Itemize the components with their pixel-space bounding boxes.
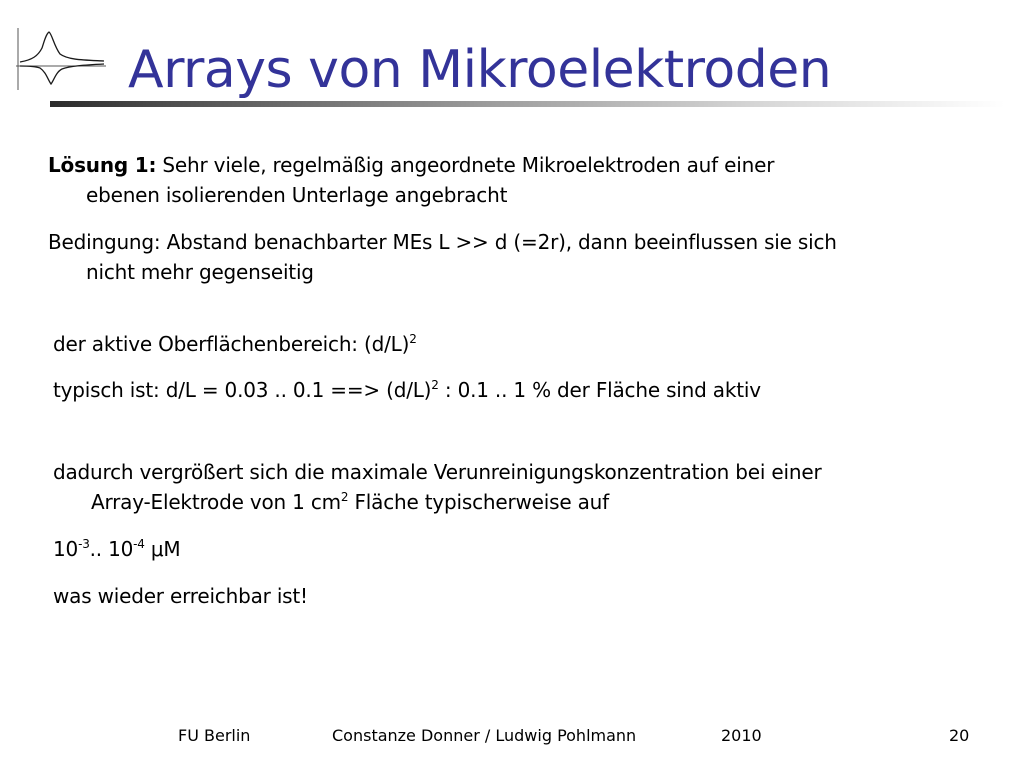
reachable-paragraph: was wieder erreichbar ist! [53, 584, 308, 608]
consequence-line2-part2: Fläche typischerweise auf [348, 490, 609, 514]
solution-text-line1: Sehr viele, regelmäßig angeordnete Mikroelektroden auf einer [156, 153, 775, 177]
consequence-paragraph [53, 457, 821, 517]
concentration-exp2: -4 [133, 537, 145, 551]
footer-page-number: 20 [949, 726, 970, 745]
footer-year: 2010 [721, 726, 762, 745]
active-area-exponent: 2 [409, 332, 417, 346]
consequence-line2 [53, 487, 821, 517]
solution-text-line2: ebenen isolierenden Unterlage angebracht [86, 183, 508, 207]
footer-authors: Constanze Donner / Ludwig Pohlmann [332, 726, 637, 745]
cyclic-voltammogram-logo-icon [14, 26, 108, 92]
typical-part2: : 0.1 .. 1 % der Fläche sind aktiv [438, 378, 761, 402]
condition-line1: Bedingung: Abstand benachbarter MEs L >> d (=2r), dann beeinflussen sie sich [48, 230, 837, 254]
concentration-exp1: -3 [78, 537, 90, 551]
concentration-base1: 10 [53, 537, 79, 561]
consequence-exponent: 2 [340, 490, 349, 504]
slide-title: Arrays von Mikroelektroden [128, 40, 832, 100]
typical-paragraph [53, 375, 761, 405]
solution-paragraph [48, 150, 774, 210]
concentration-paragraph [53, 534, 181, 564]
consequence-line2-part1: Array-Elektrode von 1 cm [91, 490, 341, 514]
typical-part1: typisch ist: d/L = 0.03 .. 0.1 ==> (d/L) [53, 378, 432, 402]
concentration-unit: μM [144, 537, 181, 561]
condition-paragraph [48, 227, 837, 287]
active-area-text: der aktive Oberflächenbereich: (d/L) [53, 332, 410, 356]
concentration-separator: .. 10 [89, 537, 134, 561]
title-divider [50, 101, 1005, 107]
condition-line2: nicht mehr gegenseitig [86, 260, 314, 284]
solution-label: Lösung 1: [48, 153, 157, 177]
consequence-line1: dadurch vergrößert sich die maximale Verunreinigungskonzentration bei einer [53, 460, 822, 484]
active-area-paragraph [53, 329, 417, 359]
footer-institution: FU Berlin [178, 726, 251, 745]
typical-exponent: 2 [431, 378, 439, 392]
